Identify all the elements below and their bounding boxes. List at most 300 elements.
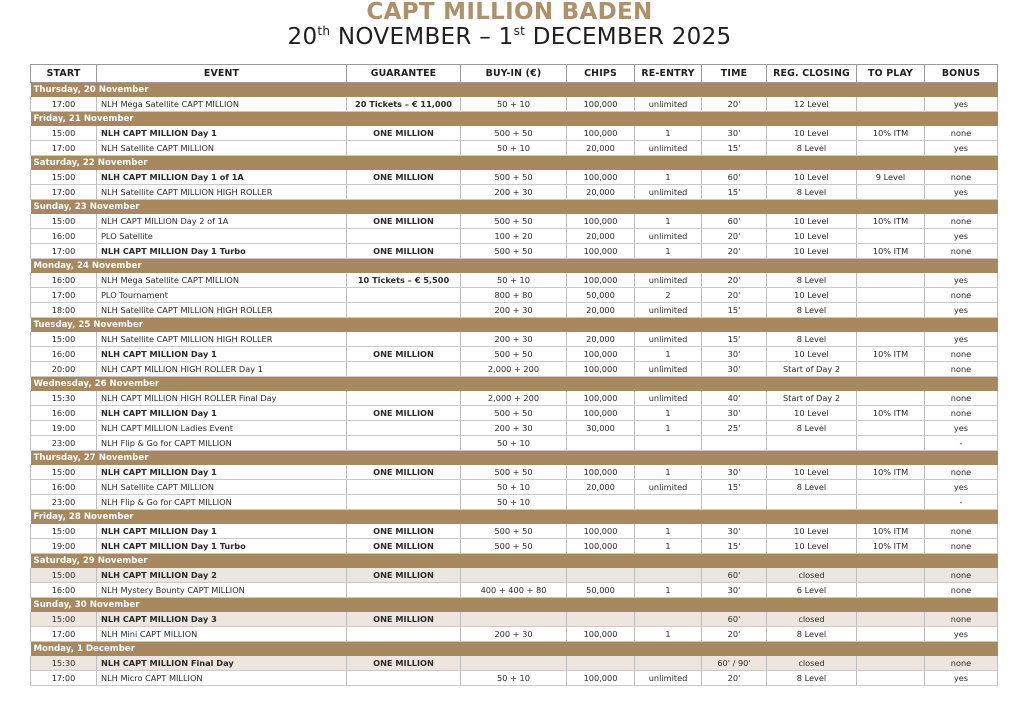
to-play-cell xyxy=(857,288,925,303)
chips-cell: 100,000 xyxy=(567,391,635,406)
reg-closing-cell: 10 Level xyxy=(767,229,857,244)
bonus-cell: none xyxy=(925,656,998,671)
event-cell: NLH CAPT MILLION Final Day xyxy=(97,656,347,671)
start-cell: 15:00 xyxy=(31,524,97,539)
event-cell: NLH CAPT MILLION Day 1 xyxy=(97,347,347,362)
guarantee-cell: ONE MILLION xyxy=(347,126,461,141)
to-play-cell: 10% ITM xyxy=(857,126,925,141)
reentry-cell: unlimited xyxy=(635,303,702,318)
reg-closing-cell: Start of Day 2 xyxy=(767,391,857,406)
start-cell: 16:00 xyxy=(31,583,97,598)
guarantee-cell: ONE MILLION xyxy=(347,524,461,539)
guarantee-cell xyxy=(347,627,461,642)
bonus-cell: - xyxy=(925,436,998,451)
day-label: Saturday, 22 November xyxy=(31,156,998,171)
start-cell: 15:00 xyxy=(31,170,97,185)
day-header-row xyxy=(31,83,998,98)
to-play-cell xyxy=(857,612,925,627)
to-play-cell: 10% ITM xyxy=(857,244,925,259)
bonus-cell: yes xyxy=(925,229,998,244)
bonus-cell: yes xyxy=(925,332,998,347)
event-row xyxy=(31,362,998,377)
bonus-cell: yes xyxy=(925,671,998,686)
event-row xyxy=(31,480,998,495)
event-cell: NLH CAPT MILLION Day 2 of 1A xyxy=(97,214,347,229)
to-play-cell: 9 Level xyxy=(857,170,925,185)
buyin-cell: 200 + 30 xyxy=(461,627,567,642)
event-row xyxy=(31,126,998,141)
buyin-cell: 200 + 30 xyxy=(461,421,567,436)
time-cell: 30' xyxy=(702,465,767,480)
event-cell: NLH CAPT MILLION Day 1 xyxy=(97,524,347,539)
column-header-buyin: BUY-IN (€) xyxy=(461,65,567,83)
reg-closing-cell: 8 Level xyxy=(767,671,857,686)
column-header-chips: CHIPS xyxy=(567,65,635,83)
chips-cell: 100,000 xyxy=(567,126,635,141)
chips-cell: 100,000 xyxy=(567,539,635,554)
event-cell: NLH CAPT MILLION Day 2 xyxy=(97,568,347,583)
schedule-table xyxy=(30,64,998,686)
event-row xyxy=(31,244,998,259)
chips-cell: 100,000 xyxy=(567,347,635,362)
subtitle-start-suffix: th xyxy=(317,24,331,38)
day-header-row xyxy=(31,156,998,171)
to-play-cell xyxy=(857,229,925,244)
time-cell: 30' xyxy=(702,126,767,141)
day-label: Thursday, 20 November xyxy=(31,83,998,98)
reg-closing-cell: closed xyxy=(767,656,857,671)
reentry-cell: unlimited xyxy=(635,141,702,156)
buyin-cell: 500 + 50 xyxy=(461,465,567,480)
guarantee-cell: ONE MILLION xyxy=(347,465,461,480)
chips-cell xyxy=(567,495,635,510)
event-row xyxy=(31,391,998,406)
reg-closing-cell: 10 Level xyxy=(767,465,857,480)
subtitle-end: DECEMBER 2025 xyxy=(525,24,732,50)
column-header-reg-closing: REG. CLOSING xyxy=(767,65,857,83)
reg-closing-cell xyxy=(767,495,857,510)
event-cell: NLH CAPT MILLION HIGH ROLLER Final Day xyxy=(97,391,347,406)
to-play-cell xyxy=(857,185,925,200)
reg-closing-cell: 8 Level xyxy=(767,627,857,642)
start-cell: 17:00 xyxy=(31,97,97,112)
time-cell: 60' xyxy=(702,612,767,627)
chips-cell: 100,000 xyxy=(567,170,635,185)
time-cell: 15' xyxy=(702,539,767,554)
event-cell: PLO Satellite xyxy=(97,229,347,244)
to-play-cell xyxy=(857,627,925,642)
start-cell: 19:00 xyxy=(31,539,97,554)
time-cell: 60' xyxy=(702,568,767,583)
day-label: Sunday, 23 November xyxy=(31,200,998,215)
subtitle-middle: NOVEMBER – 1 xyxy=(330,24,514,50)
day-label: Tuesday, 25 November xyxy=(31,318,998,333)
reentry-cell xyxy=(635,436,702,451)
day-header-row xyxy=(31,112,998,127)
event-cell: NLH Satellite CAPT MILLION HIGH ROLLER xyxy=(97,332,347,347)
reg-closing-cell: 8 Level xyxy=(767,303,857,318)
buyin-cell: 500 + 50 xyxy=(461,214,567,229)
time-cell: 30' xyxy=(702,406,767,421)
day-header-row xyxy=(31,377,998,392)
event-row xyxy=(31,332,998,347)
to-play-cell xyxy=(857,362,925,377)
time-cell xyxy=(702,495,767,510)
event-row xyxy=(31,539,998,554)
reg-closing-cell: 8 Level xyxy=(767,273,857,288)
chips-cell: 20,000 xyxy=(567,303,635,318)
time-cell: 20' xyxy=(702,244,767,259)
event-cell: NLH CAPT MILLION Day 1 xyxy=(97,465,347,480)
chips-cell: 100,000 xyxy=(567,214,635,229)
guarantee-cell xyxy=(347,141,461,156)
reg-closing-cell: 10 Level xyxy=(767,524,857,539)
event-row xyxy=(31,97,998,112)
to-play-cell: 10% ITM xyxy=(857,524,925,539)
event-cell: NLH Micro CAPT MILLION xyxy=(97,671,347,686)
reg-closing-cell: 10 Level xyxy=(767,170,857,185)
day-header-row xyxy=(31,318,998,333)
chips-cell: 50,000 xyxy=(567,583,635,598)
start-cell: 15:00 xyxy=(31,568,97,583)
reentry-cell: 2 xyxy=(635,288,702,303)
column-header-guarantee: GUARANTEE xyxy=(347,65,461,83)
day-header-row xyxy=(31,554,998,569)
event-row xyxy=(31,524,998,539)
event-cell: NLH CAPT MILLION Day 1 xyxy=(97,126,347,141)
event-row xyxy=(31,303,998,318)
event-row xyxy=(31,406,998,421)
time-cell: 20' xyxy=(702,229,767,244)
event-cell: NLH Satellite CAPT MILLION xyxy=(97,141,347,156)
time-cell xyxy=(702,436,767,451)
column-header-event: EVENT xyxy=(97,65,347,83)
bonus-cell: yes xyxy=(925,141,998,156)
event-row xyxy=(31,421,998,436)
event-row xyxy=(31,583,998,598)
guarantee-cell: ONE MILLION xyxy=(347,612,461,627)
reentry-cell: unlimited xyxy=(635,273,702,288)
time-cell: 15' xyxy=(702,332,767,347)
reentry-cell: 1 xyxy=(635,465,702,480)
chips-cell: 100,000 xyxy=(567,97,635,112)
to-play-cell: 10% ITM xyxy=(857,539,925,554)
buyin-cell: 500 + 50 xyxy=(461,524,567,539)
time-cell: 20' xyxy=(702,97,767,112)
event-row xyxy=(31,273,998,288)
start-cell: 15:30 xyxy=(31,656,97,671)
guarantee-cell xyxy=(347,583,461,598)
buyin-cell: 200 + 30 xyxy=(461,332,567,347)
to-play-cell xyxy=(857,495,925,510)
event-cell: NLH CAPT MILLION Day 1 Turbo xyxy=(97,244,347,259)
to-play-cell xyxy=(857,656,925,671)
event-cell: NLH Satellite CAPT MILLION xyxy=(97,480,347,495)
reentry-cell: 1 xyxy=(635,347,702,362)
chips-cell: 100,000 xyxy=(567,362,635,377)
start-cell: 17:00 xyxy=(31,185,97,200)
guarantee-cell xyxy=(347,391,461,406)
reg-closing-cell: 8 Level xyxy=(767,421,857,436)
start-cell: 16:00 xyxy=(31,347,97,362)
to-play-cell xyxy=(857,141,925,156)
event-row xyxy=(31,465,998,480)
reg-closing-cell: 10 Level xyxy=(767,288,857,303)
reentry-cell: unlimited xyxy=(635,671,702,686)
start-cell: 23:00 xyxy=(31,436,97,451)
reg-closing-cell: 12 Level xyxy=(767,97,857,112)
column-header-bonus: BONUS xyxy=(925,65,998,83)
reg-closing-cell: 10 Level xyxy=(767,406,857,421)
start-cell: 20:00 xyxy=(31,362,97,377)
time-cell: 15' xyxy=(702,303,767,318)
bonus-cell: - xyxy=(925,495,998,510)
event-cell: NLH CAPT MILLION Day 1 xyxy=(97,406,347,421)
day-label: Saturday, 29 November xyxy=(31,554,998,569)
start-cell: 18:00 xyxy=(31,303,97,318)
bonus-cell: yes xyxy=(925,421,998,436)
chips-cell: 30,000 xyxy=(567,421,635,436)
reg-closing-cell: Start of Day 2 xyxy=(767,362,857,377)
reg-closing-cell: closed xyxy=(767,612,857,627)
chips-cell xyxy=(567,656,635,671)
guarantee-cell: ONE MILLION xyxy=(347,347,461,362)
buyin-cell xyxy=(461,612,567,627)
buyin-cell: 500 + 50 xyxy=(461,170,567,185)
buyin-cell: 500 + 50 xyxy=(461,244,567,259)
reentry-cell xyxy=(635,495,702,510)
time-cell: 60' xyxy=(702,170,767,185)
chips-cell: 100,000 xyxy=(567,627,635,642)
event-cell: NLH Mystery Bounty CAPT MILLION xyxy=(97,583,347,598)
to-play-cell: 10% ITM xyxy=(857,406,925,421)
buyin-cell: 50 + 10 xyxy=(461,436,567,451)
event-cell: NLH CAPT MILLION Day 3 xyxy=(97,612,347,627)
reentry-cell: 1 xyxy=(635,126,702,141)
bonus-cell: none xyxy=(925,347,998,362)
time-cell: 20' xyxy=(702,273,767,288)
bonus-cell: none xyxy=(925,583,998,598)
guarantee-cell: ONE MILLION xyxy=(347,244,461,259)
guarantee-cell: ONE MILLION xyxy=(347,406,461,421)
chips-cell: 100,000 xyxy=(567,244,635,259)
reg-closing-cell: 8 Level xyxy=(767,332,857,347)
event-cell: PLO Tournament xyxy=(97,288,347,303)
start-cell: 15:00 xyxy=(31,126,97,141)
reg-closing-cell: 8 Level xyxy=(767,141,857,156)
buyin-cell: 500 + 50 xyxy=(461,126,567,141)
buyin-cell: 50 + 10 xyxy=(461,141,567,156)
event-row xyxy=(31,627,998,642)
reentry-cell: unlimited xyxy=(635,229,702,244)
event-cell: NLH CAPT MILLION Day 1 of 1A xyxy=(97,170,347,185)
guarantee-cell: ONE MILLION xyxy=(347,568,461,583)
guarantee-cell: ONE MILLION xyxy=(347,214,461,229)
buyin-cell: 200 + 30 xyxy=(461,303,567,318)
time-cell: 20' xyxy=(702,671,767,686)
start-cell: 23:00 xyxy=(31,495,97,510)
to-play-cell: 10% ITM xyxy=(857,465,925,480)
time-cell: 30' xyxy=(702,362,767,377)
guarantee-cell xyxy=(347,671,461,686)
bonus-cell: none xyxy=(925,126,998,141)
event-row xyxy=(31,656,998,671)
event-row xyxy=(31,436,998,451)
guarantee-cell xyxy=(347,480,461,495)
bonus-cell: none xyxy=(925,524,998,539)
time-cell: 20' xyxy=(702,627,767,642)
time-cell: 20' xyxy=(702,288,767,303)
event-row xyxy=(31,170,998,185)
chips-cell: 100,000 xyxy=(567,406,635,421)
reentry-cell: 1 xyxy=(635,406,702,421)
buyin-cell: 50 + 10 xyxy=(461,480,567,495)
start-cell: 15:30 xyxy=(31,391,97,406)
to-play-cell xyxy=(857,480,925,495)
column-header-to-play: TO PLAY xyxy=(857,65,925,83)
start-cell: 16:00 xyxy=(31,229,97,244)
chips-cell: 20,000 xyxy=(567,480,635,495)
bonus-cell: yes xyxy=(925,303,998,318)
start-cell: 16:00 xyxy=(31,480,97,495)
start-cell: 15:00 xyxy=(31,465,97,480)
bonus-cell: none xyxy=(925,612,998,627)
event-row xyxy=(31,568,998,583)
subtitle-end-suffix: st xyxy=(513,24,526,38)
subtitle-start-day: 20 xyxy=(287,24,318,50)
bonus-cell: none xyxy=(925,170,998,185)
buyin-cell xyxy=(461,568,567,583)
guarantee-cell xyxy=(347,362,461,377)
guarantee-cell xyxy=(347,229,461,244)
bonus-cell: yes xyxy=(925,185,998,200)
event-cell: NLH Flip & Go for CAPT MILLION xyxy=(97,495,347,510)
reentry-cell xyxy=(635,656,702,671)
reg-closing-cell xyxy=(767,436,857,451)
guarantee-cell: 10 Tickets – € 5,500 xyxy=(347,273,461,288)
guarantee-cell xyxy=(347,303,461,318)
time-cell: 15' xyxy=(702,141,767,156)
to-play-cell xyxy=(857,421,925,436)
buyin-cell xyxy=(461,656,567,671)
reg-closing-cell: 10 Level xyxy=(767,539,857,554)
guarantee-cell: 20 Tickets – € 11,000 xyxy=(347,97,461,112)
bonus-cell: none xyxy=(925,214,998,229)
reentry-cell: 1 xyxy=(635,244,702,259)
chips-cell: 20,000 xyxy=(567,229,635,244)
chips-cell xyxy=(567,612,635,627)
guarantee-cell: ONE MILLION xyxy=(347,539,461,554)
reentry-cell: unlimited xyxy=(635,480,702,495)
time-cell: 25' xyxy=(702,421,767,436)
time-cell: 30' xyxy=(702,583,767,598)
reentry-cell: unlimited xyxy=(635,332,702,347)
to-play-cell xyxy=(857,583,925,598)
chips-cell: 100,000 xyxy=(567,273,635,288)
guarantee-cell xyxy=(347,436,461,451)
buyin-cell: 50 + 10 xyxy=(461,671,567,686)
bonus-cell: yes xyxy=(925,273,998,288)
buyin-cell: 50 + 10 xyxy=(461,97,567,112)
bonus-cell: none xyxy=(925,406,998,421)
start-cell: 17:00 xyxy=(31,141,97,156)
reentry-cell: 1 xyxy=(635,627,702,642)
reg-closing-cell: 6 Level xyxy=(767,583,857,598)
chips-cell: 100,000 xyxy=(567,524,635,539)
event-cell: NLH Mini CAPT MILLION xyxy=(97,627,347,642)
event-cell: NLH CAPT MILLION Day 1 Turbo xyxy=(97,539,347,554)
to-play-cell: 10% ITM xyxy=(857,347,925,362)
time-cell: 15' xyxy=(702,185,767,200)
chips-cell xyxy=(567,568,635,583)
bonus-cell: yes xyxy=(925,627,998,642)
reentry-cell: unlimited xyxy=(635,97,702,112)
guarantee-cell xyxy=(347,495,461,510)
chips-cell: 20,000 xyxy=(567,185,635,200)
time-cell: 40' xyxy=(702,391,767,406)
day-header-row xyxy=(31,200,998,215)
reentry-cell: unlimited xyxy=(635,185,702,200)
day-header-row xyxy=(31,642,998,657)
to-play-cell xyxy=(857,97,925,112)
event-cell: NLH Flip & Go for CAPT MILLION xyxy=(97,436,347,451)
guarantee-cell: ONE MILLION xyxy=(347,170,461,185)
event-row xyxy=(31,347,998,362)
time-cell: 60' xyxy=(702,214,767,229)
start-cell: 17:00 xyxy=(31,288,97,303)
reentry-cell: 1 xyxy=(635,539,702,554)
day-header-row xyxy=(31,259,998,274)
reg-closing-cell: 10 Level xyxy=(767,126,857,141)
bonus-cell: yes xyxy=(925,97,998,112)
event-row xyxy=(31,612,998,627)
buyin-cell: 500 + 50 xyxy=(461,347,567,362)
day-header-row xyxy=(31,598,998,613)
day-label: Monday, 24 November xyxy=(31,259,998,274)
guarantee-cell xyxy=(347,332,461,347)
reentry-cell: 1 xyxy=(635,583,702,598)
bonus-cell: none xyxy=(925,539,998,554)
start-cell: 17:00 xyxy=(31,244,97,259)
bonus-cell: yes xyxy=(925,480,998,495)
buyin-cell: 200 + 30 xyxy=(461,185,567,200)
page-title: CAPT MILLION BADEN xyxy=(366,0,653,25)
header-row xyxy=(31,65,998,83)
start-cell: 16:00 xyxy=(31,273,97,288)
reentry-cell: 1 xyxy=(635,170,702,185)
buyin-cell: 500 + 50 xyxy=(461,539,567,554)
reg-closing-cell: 8 Level xyxy=(767,480,857,495)
event-row xyxy=(31,229,998,244)
start-cell: 19:00 xyxy=(31,421,97,436)
start-cell: 17:00 xyxy=(31,671,97,686)
reentry-cell xyxy=(635,568,702,583)
buyin-cell: 500 + 50 xyxy=(461,406,567,421)
guarantee-cell: ONE MILLION xyxy=(347,656,461,671)
event-row xyxy=(31,288,998,303)
to-play-cell xyxy=(857,303,925,318)
guarantee-cell xyxy=(347,421,461,436)
day-label: Thursday, 27 November xyxy=(31,451,998,466)
to-play-cell xyxy=(857,332,925,347)
reg-closing-cell: closed xyxy=(767,568,857,583)
bonus-cell: none xyxy=(925,244,998,259)
day-label: Monday, 1 December xyxy=(31,642,998,657)
event-cell: NLH CAPT MILLION Ladies Event xyxy=(97,421,347,436)
start-cell: 16:00 xyxy=(31,406,97,421)
to-play-cell: 10% ITM xyxy=(857,214,925,229)
chips-cell: 50,000 xyxy=(567,288,635,303)
